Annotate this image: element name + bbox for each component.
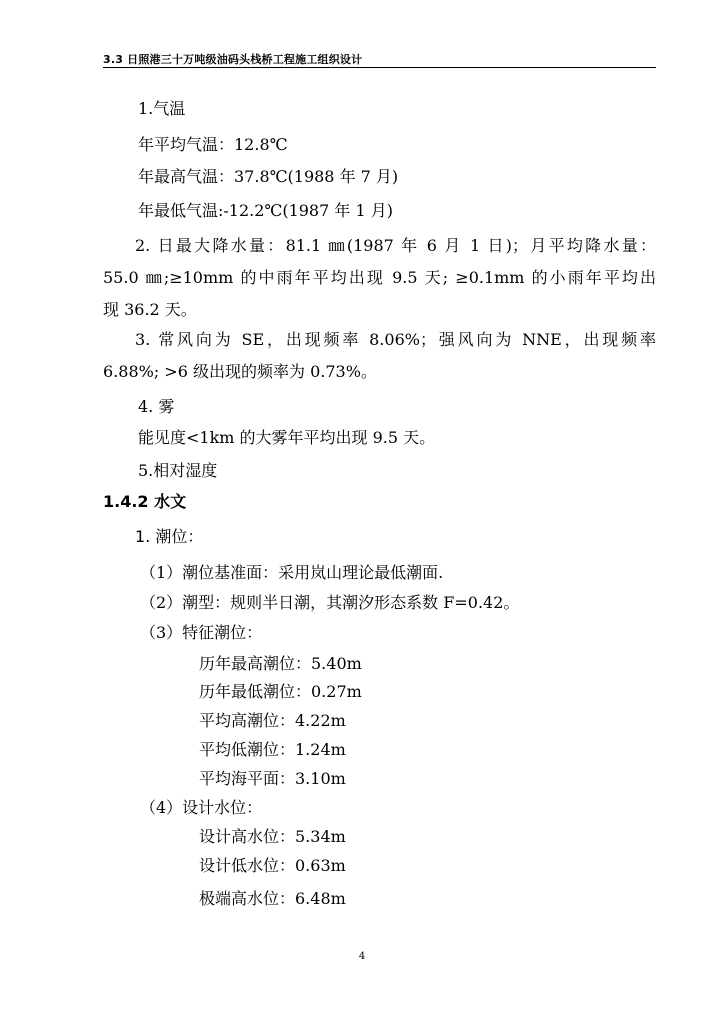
paragraph-line: 能见度<1km 的大雾年平均出现 9.5 天。 [138,428,436,447]
list-item: 平均低潮位：1.24m [199,740,346,759]
paragraph-line: 55.0 ㎜;≥10mm 的中雨年平均出现 9.5 天; ≥0.1mm 的小雨年平均出 [103,268,656,287]
list-item: （1）潮位基准面：采用岚山理论最低潮面. [140,563,444,582]
paragraph-line: 2. 日最大降水量：81.1 ㎜(1987 年 6 月 1 日)；月平均降水量： [135,236,656,255]
section-heading-hydrology: 1.4.2 水文 [103,492,187,511]
section-humidity: 5.相对湿度 [138,461,218,480]
list-item: 设计低水位：0.63m [199,856,346,875]
list-item: （4）设计水位： [140,798,263,817]
running-header: 3.3 日照港三十万吨级油码头栈桥工程施工组织设计 [103,53,363,66]
header-rule [103,67,656,68]
list-item: 平均高潮位：4.22m [199,711,346,730]
list-item: （2）潮型：规则半日潮，其潮汐形态系数 F=0.42。 [140,593,520,612]
section-fog: 4. 雾 [138,397,175,416]
list-item: 设计高水位：5.34m [199,827,346,846]
list-item: 历年最低潮位：0.27m [199,682,362,701]
page-number: 4 [358,951,366,962]
paragraph-line: 年最低气温:-12.2℃(1987 年 1 月) [138,201,393,220]
paragraph-line: 现 36.2 天。 [103,300,197,319]
section-tide-level: 1. 潮位： [135,527,204,546]
paragraph-line: 3. 常风向为 SE，出现频率 8.06%；强风向为 NNE，出现频率 [135,330,656,349]
section-temperature: 1.气温 [138,99,186,118]
list-item: （3）特征潮位： [140,623,263,642]
paragraph-line: 年最高气温：37.8℃(1988 年 7 月) [138,167,399,186]
list-item: 平均海平面：3.10m [199,769,346,788]
list-item: 极端高水位：6.48m [199,889,346,908]
paragraph-line: 6.88%; >6 级出现的频率为 0.73%。 [103,362,377,381]
list-item: 历年最高潮位：5.40m [199,654,362,673]
paragraph-line: 年平均气温：12.8℃ [138,135,288,154]
